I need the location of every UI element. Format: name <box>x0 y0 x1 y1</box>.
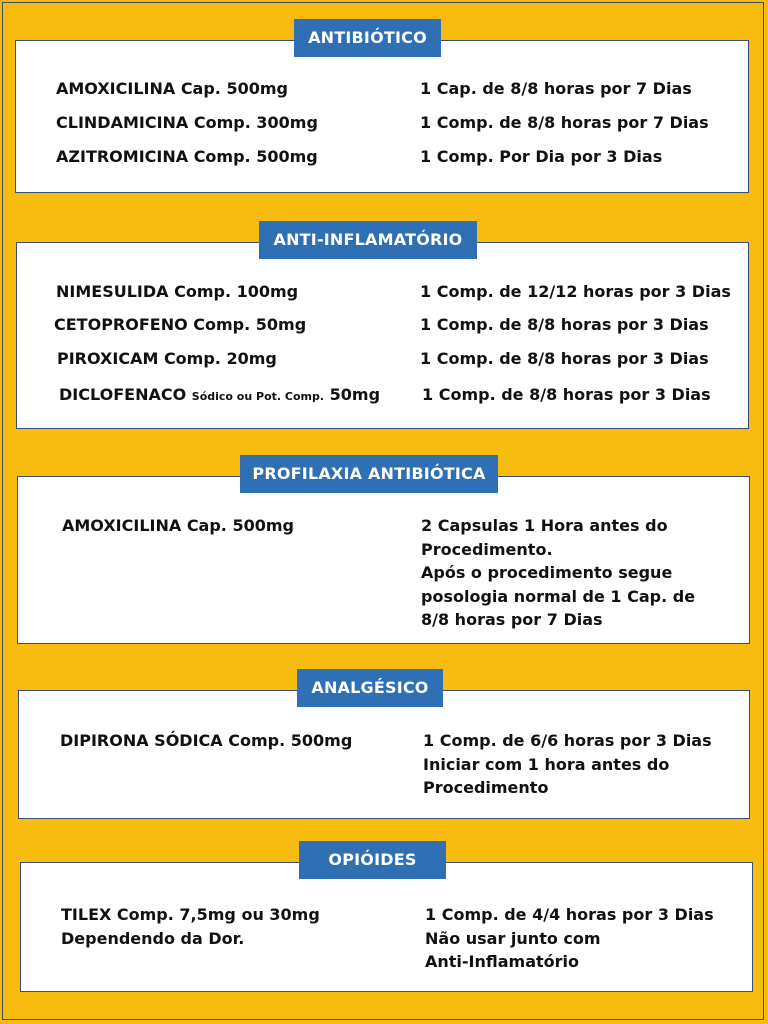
drug-name: AZITROMICINA Comp. 500mg <box>56 147 318 166</box>
dosage: 1 Comp. de 8/8 horas por 7 Dias <box>420 113 709 132</box>
dosage: 1 Comp. de 12/12 horas por 3 Dias <box>420 282 731 301</box>
dosage-line: Não usar junto com <box>425 928 601 948</box>
dosage <box>421 514 695 632</box>
section-title: ANALGÉSICO <box>297 669 443 707</box>
section-title: ANTI-INFLAMATÓRIO <box>259 221 477 259</box>
dosage-line: 2 Capsulas 1 Hora antes do <box>421 516 668 535</box>
dosage: 1 Cap. de 8/8 horas por 7 Dias <box>420 79 692 98</box>
dosage <box>423 729 712 800</box>
section-title: OPIÓIDES <box>299 841 446 879</box>
drug-line: TILEX Comp. 7,5mg ou 30mg <box>61 905 320 924</box>
dosage <box>425 903 714 974</box>
drug-name: DIPIRONA SÓDICA Comp. 500mg <box>60 731 353 750</box>
dosage-line: Iniciar com 1 hora antes do <box>423 754 670 774</box>
dosage-line: Procedimento <box>423 778 549 797</box>
dosage-line: 1 Comp. de 4/4 horas por 3 Dias <box>425 905 714 924</box>
dosage-line: Após o procedimento segue <box>421 563 673 582</box>
dosage: 1 Comp. de 8/8 horas por 3 Dias <box>422 385 711 404</box>
section-anti-inflamatorio <box>16 242 749 429</box>
drug-name: PIROXICAM Comp. 20mg <box>57 349 277 368</box>
drug-name <box>59 385 380 407</box>
drug-name: CLINDAMICINA Comp. 300mg <box>56 113 318 132</box>
dosage: 1 Comp. de 8/8 horas por 3 Dias <box>420 315 709 334</box>
dosage-line: posologia normal de 1 Cap. de <box>421 586 696 606</box>
drug-name: AMOXICILINA Cap. 500mg <box>56 79 288 98</box>
drug-name-tail: 50mg <box>329 385 381 404</box>
dosage-line: Procedimento. <box>421 539 553 559</box>
drug-name-main: DICLOFENACO <box>59 385 187 404</box>
drug-name: CETOPROFENO Comp. 50mg <box>54 315 307 334</box>
dosage-line: Anti-Inflamatório <box>425 952 580 971</box>
section-title: ANTIBIÓTICO <box>294 19 441 57</box>
section-antibiotico <box>15 40 749 193</box>
drug-line: Dependendo da Dor. <box>61 928 245 948</box>
drug-name-note: Sódico ou Pot. Comp. <box>191 390 325 403</box>
drug-name <box>61 903 320 950</box>
section-title: PROFILAXIA ANTIBIÓTICA <box>240 455 498 493</box>
dosage-line: 1 Comp. de 6/6 horas por 3 Dias <box>423 731 712 750</box>
drug-name: NIMESULIDA Comp. 100mg <box>56 282 299 301</box>
dosage: 1 Comp. Por Dia por 3 Dias <box>420 147 663 166</box>
section-profilaxia <box>17 476 750 644</box>
section-opioides <box>20 862 753 992</box>
section-analgesico <box>18 690 750 819</box>
dosage: 1 Comp. de 8/8 horas por 3 Dias <box>420 349 709 368</box>
dosage-line: 8/8 horas por 7 Dias <box>421 610 603 629</box>
drug-name: AMOXICILINA Cap. 500mg <box>62 516 294 535</box>
